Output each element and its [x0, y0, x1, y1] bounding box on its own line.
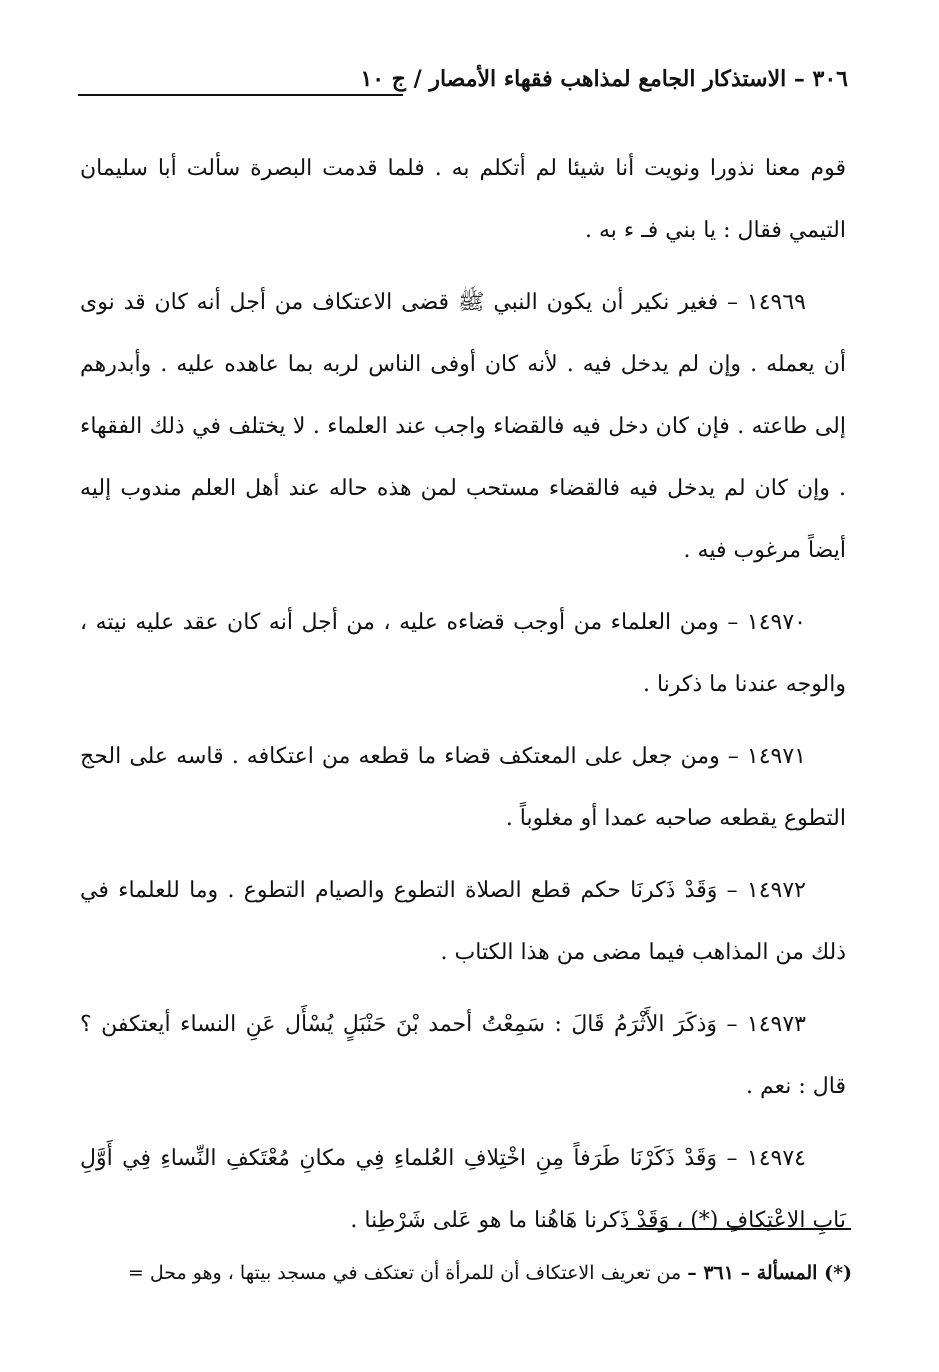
- footnote-label: (*) المسألة – ٣٦١ –: [687, 1262, 852, 1284]
- paragraph-14969: ١٤٩٦٩ – فغير نكير أن يكون النبي ﷺ قضى الاعتكاف من أجل أنه كان قد نوى أن يعمله . وإن لم يدخل فيه . لأنه كان أوفى الناس لربه بما عاهده عليه . وأبدرهم إلى طاعته . فإن كان دخل فيه فالقضاء واجب عند العلماء . لا يختلف في ذلك الفقهاء . وإن كان لم يدخل فيه فالقضاء مستحب لمن هذه حاله عند أهل العلم مندوب إليه أيضاً مرغوب فيه .: [80, 290, 846, 563]
- paragraph-continuation: قوم معنا نذورا ونويت أنا شيئا لم أتكلم به . فلما قدمت البصرة سألت أبا سليمان التيمي فقال : يا بني فـ ء به .: [80, 156, 846, 243]
- paragraph-14972: ١٤٩٧٢ – وَقَدْ ذَكرنَا حكم قطع الصلاة التطوع والصيام التطوع . وما للعلماء في ذلك من المذاهب فيما مضى من هذا الكتاب .: [80, 878, 846, 965]
- page-header: [78, 66, 848, 106]
- paragraph-14973: ١٤٩٧٣ – وَذكَرَ الأَثْرَمُ قَالَ : سَمِعْتُ أحمد بْنَ حَنْبَلٍ يُسْأَل عَنِ النساء أيعتكفن ؟ قال : نعم .: [80, 1012, 846, 1099]
- footnote-rule: [626, 1228, 851, 1230]
- footnote: [80, 1258, 852, 1288]
- paragraph-14974: ١٤٩٧٤ – وَقَدْ ذَكَرْنَا طَرَفاً مِنِ اخْتِلافِ العُلماءِ فِي مكانِ مُعْتَكفِ النِّساءِ فِي أَوَّلِ بَابِ الاعْتِكافِ (*) ، وَقَدْ ذَكرنا هَاهُنا ما هو عَلى شَرْطِنا .: [80, 1146, 846, 1233]
- body-text: [80, 138, 846, 1262]
- header-rule: [78, 94, 403, 96]
- header-title: ٣٠٦ – الاستذكار الجامع لمذاهب فقهاء الأمصار / ج ١٠: [360, 66, 848, 92]
- paragraph-14971: ١٤٩٧١ – ومن جعل على المعتكف قضاء ما قطعه من اعتكافه . قاسه على الحج التطوع يقطعه صاحبه عمدا أو مغلوباً .: [80, 744, 846, 831]
- footnote-text: من تعريف الاعتكاف أن للمرأة أن تعتكف في مسجد بيتها ، وهو محل =: [127, 1262, 682, 1284]
- paragraph-14970: ١٤٩٧٠ – ومن العلماء من أوجب قضاءه عليه ، من أجل أنه كان عقد عليه نيته ، والوجه عندنا ما ذكرنا .: [80, 610, 846, 697]
